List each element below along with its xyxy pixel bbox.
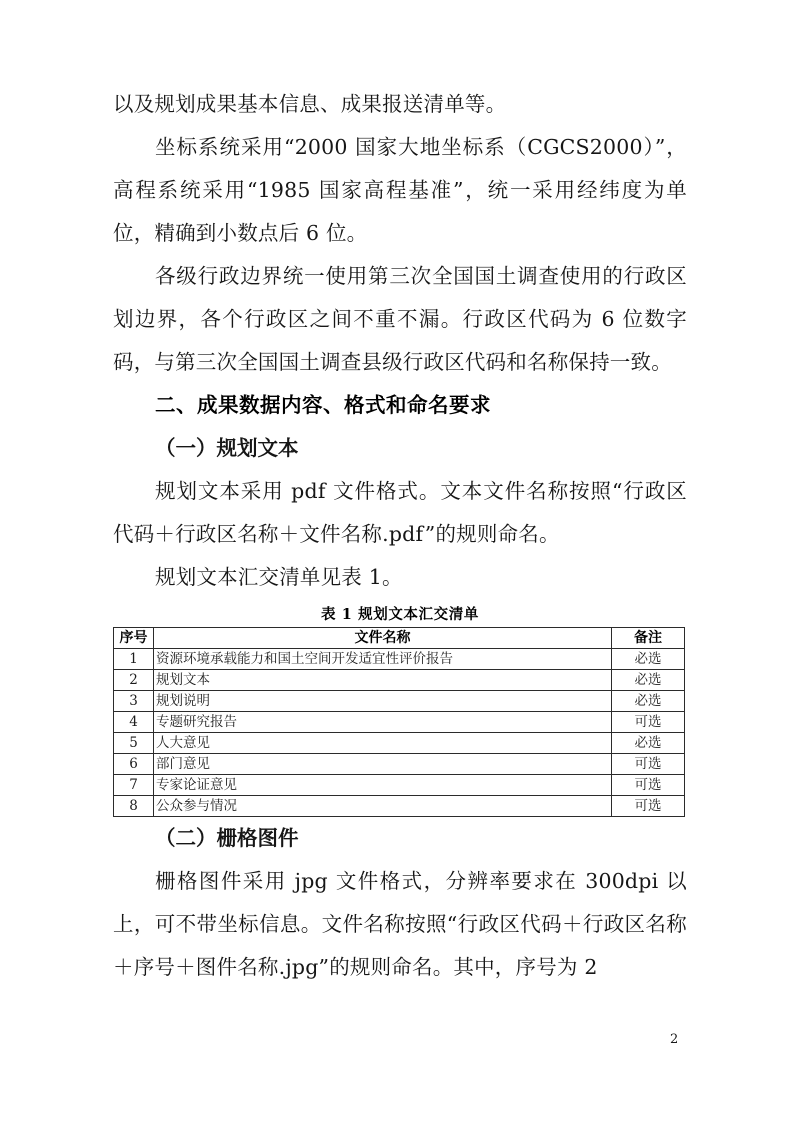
cell-file-name: 公众参与情况 bbox=[154, 796, 612, 817]
paragraph-coordinate-system: 坐标系统采用“2000 国家大地坐标系（CGCS2000）”，高程系统采用“1985 国家高程基准”，统一采用经纬度为单位，精确到小数点后 6 位。 bbox=[113, 135, 687, 245]
cell-sequence: 6 bbox=[114, 754, 154, 775]
cell-note: 可选 bbox=[612, 796, 685, 817]
paragraph-jpg-format: 栅格图件采用 jpg 文件格式，分辨率要求在 300dpi 以上，可不带坐标信息。文件名称按照“行政区代码＋行政区名称＋序号＋图件名称.jpg”的规则命名。其中，序号为 2 bbox=[113, 869, 687, 979]
table-header-row bbox=[114, 628, 685, 649]
table-head bbox=[114, 628, 685, 649]
paragraph-table-reference: 规划文本汇交清单见表 1。 bbox=[155, 565, 403, 589]
paragraph-continuation: 以及规划成果基本信息、成果报送清单等。 bbox=[113, 92, 507, 116]
table-row bbox=[114, 796, 685, 817]
cell-file-name: 规划文本 bbox=[154, 670, 612, 691]
table-body bbox=[114, 649, 685, 817]
cell-sequence: 5 bbox=[114, 733, 154, 754]
subsection-heading-raster-images: （二）栅格图件 bbox=[155, 826, 299, 850]
table-row bbox=[114, 670, 685, 691]
column-header-note: 备注 bbox=[612, 628, 685, 649]
column-header-sequence: 序号 bbox=[114, 628, 154, 649]
planning-text-submission-table bbox=[113, 627, 685, 817]
cell-file-name: 专题研究报告 bbox=[154, 712, 612, 733]
cell-note: 可选 bbox=[612, 775, 685, 796]
cell-file-name: 规划说明 bbox=[154, 691, 612, 712]
table-row bbox=[114, 691, 685, 712]
cell-note: 可选 bbox=[612, 754, 685, 775]
table-row bbox=[114, 754, 685, 775]
cell-sequence: 2 bbox=[114, 670, 154, 691]
cell-sequence: 8 bbox=[114, 796, 154, 817]
page-content bbox=[113, 83, 687, 989]
cell-sequence: 3 bbox=[114, 691, 154, 712]
cell-file-name: 人大意见 bbox=[154, 733, 612, 754]
column-header-file-name: 文件名称 bbox=[154, 628, 612, 649]
paragraph-pdf-format: 规划文本采用 pdf 文件格式。文本文件名称按照“行政区代码＋行政区名称＋文件名称.pdf”的规则命名。 bbox=[113, 479, 687, 546]
cell-sequence: 4 bbox=[114, 712, 154, 733]
cell-note: 必选 bbox=[612, 691, 685, 712]
table-row bbox=[114, 775, 685, 796]
section-heading-two: 二、成果数据内容、格式和命名要求 bbox=[155, 393, 491, 417]
table-block bbox=[113, 605, 687, 817]
cell-file-name: 资源环境承载能力和国土空间开发适宜性评价报告 bbox=[154, 649, 612, 670]
cell-file-name: 专家论证意见 bbox=[154, 775, 612, 796]
cell-file-name: 部门意见 bbox=[154, 754, 612, 775]
table-row bbox=[114, 733, 685, 754]
cell-sequence: 1 bbox=[114, 649, 154, 670]
table-caption: 表 1 规划文本汇交清单 bbox=[321, 606, 479, 623]
cell-note: 可选 bbox=[612, 712, 685, 733]
table-row bbox=[114, 649, 685, 670]
page-number: 2 bbox=[670, 1032, 679, 1047]
cell-note: 必选 bbox=[612, 670, 685, 691]
paragraph-administrative-boundary: 各级行政边界统一使用第三次全国国土调查使用的行政区划边界，各个行政区之间不重不漏。行政区代码为 6 位数字码，与第三次全国国土调查县级行政区代码和名称保持一致。 bbox=[113, 264, 687, 374]
table-row bbox=[114, 712, 685, 733]
subsection-heading-planning-text: （一）规划文本 bbox=[155, 436, 299, 460]
cell-note: 必选 bbox=[612, 733, 685, 754]
cell-note: 必选 bbox=[612, 649, 685, 670]
cell-sequence: 7 bbox=[114, 775, 154, 796]
